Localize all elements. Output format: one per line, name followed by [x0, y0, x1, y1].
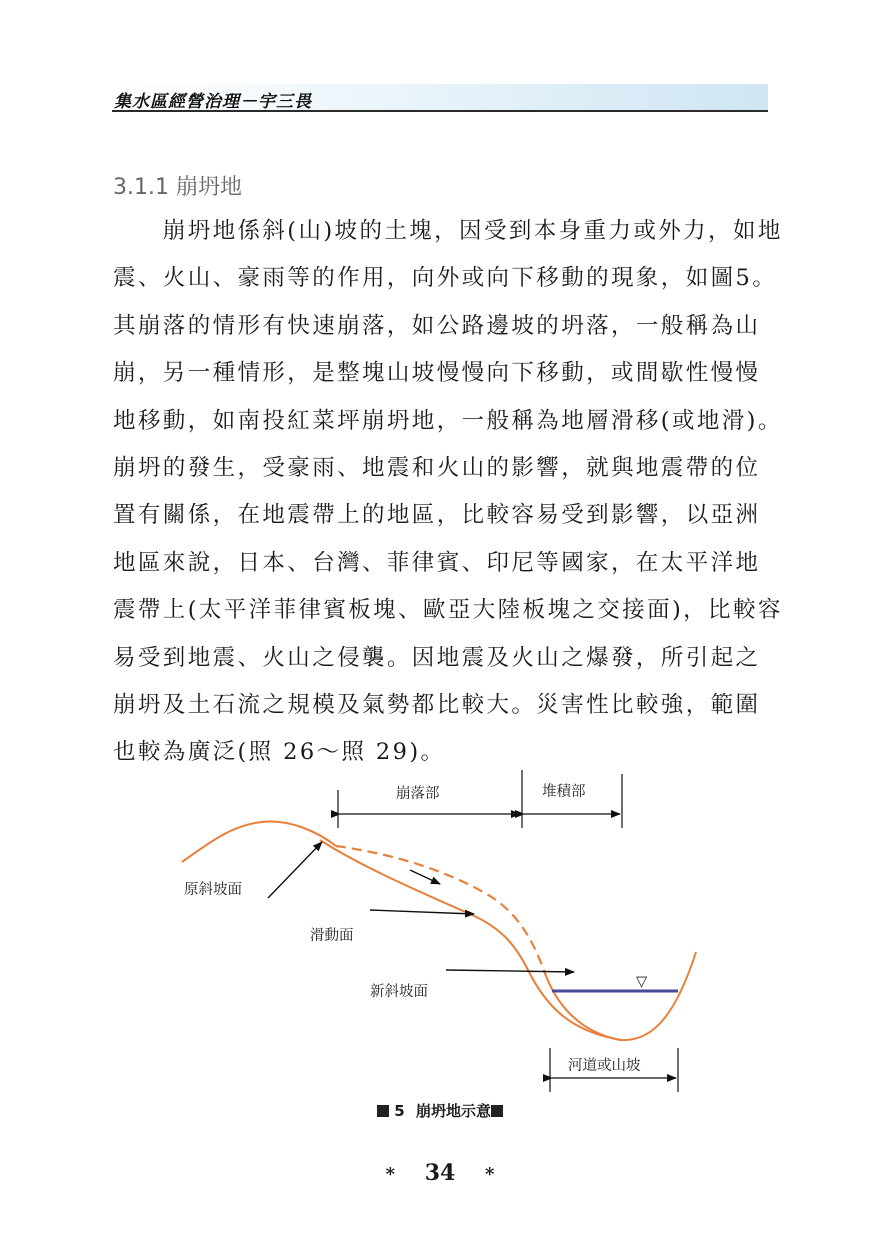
- water-level-symbol: ▽: [636, 974, 648, 990]
- header-bar: [112, 84, 768, 112]
- label-deposit-zone: 堆積部: [542, 784, 586, 800]
- page-number: 34: [424, 1160, 456, 1186]
- footer-star: *: [385, 1164, 396, 1185]
- section-heading: 3.1.1 崩坍地: [113, 175, 242, 200]
- body-line: 也較為廣泛(照 26～照 29)。: [113, 739, 446, 766]
- caption-marker: [377, 1105, 389, 1117]
- body-line: 崩坍的發生，受豪雨、地震和火山的影響，就與地震帶的位: [113, 454, 761, 481]
- footer-star: *: [484, 1164, 495, 1185]
- body-line: 地區來說，日本、台灣、菲律賓、印尼等國家，在太平洋地: [113, 549, 761, 576]
- body-line: 崩坍及土石流之規模及氣勢都比較大。災害性比較強，範圍: [113, 691, 761, 718]
- valley-profile: [546, 952, 696, 1040]
- caption-text: 崩坍地示意: [415, 1102, 491, 1120]
- landslide-diagram: [170, 770, 710, 1100]
- figure-caption: [0, 1100, 880, 1121]
- original-slope-line: [182, 822, 336, 862]
- body-line: 震帶上(太平洋菲律賓板塊、歐亞大陸板塊之交接面)，比較容: [113, 597, 783, 624]
- body-paragraph: [113, 208, 783, 777]
- caption-number: 5: [394, 1102, 405, 1120]
- body-line: 震、火山、豪雨等的作用，向外或向下移動的現象，如圖5。: [113, 265, 778, 292]
- original-slope-dashed: [336, 846, 546, 976]
- body-line: 置有關係，在地震帶上的地區，比較容易受到影響，以亞洲: [113, 502, 761, 529]
- pointer-arrows: [268, 842, 574, 972]
- body-line: 崩坍地係斜(山)坡的土塊，因受到本身重力或外力，如地: [113, 218, 783, 244]
- label-original-slope: 原斜坡面: [184, 882, 242, 898]
- caption-marker: [491, 1105, 503, 1117]
- body-line: 易受到地震、火山之侵襲。因地震及火山之爆發，所引起之: [113, 644, 761, 671]
- body-line: 崩，另一種情形，是整塊山坡慢慢向下移動，或間歇性慢慢: [113, 360, 761, 387]
- label-river-or-slope: 河道或山坡: [568, 1058, 641, 1074]
- label-slip-surface: 滑動面: [310, 928, 354, 944]
- dimension-lines: [338, 770, 678, 1092]
- page-footer: [0, 1160, 880, 1186]
- label-collapse-zone: 崩落部: [396, 786, 440, 802]
- body-line: 其崩落的情形有快速崩落，如公路邊坡的坍落，一般稱為山: [113, 312, 761, 339]
- header-title: 集水區經營治理－宇三畏: [114, 92, 312, 112]
- slip-surface-line: [320, 840, 622, 1040]
- body-line: 地移動，如南投紅菜坪崩坍地，一般稱為地層滑移(或地滑)。: [113, 407, 783, 434]
- label-new-slope: 新斜坡面: [370, 984, 428, 1000]
